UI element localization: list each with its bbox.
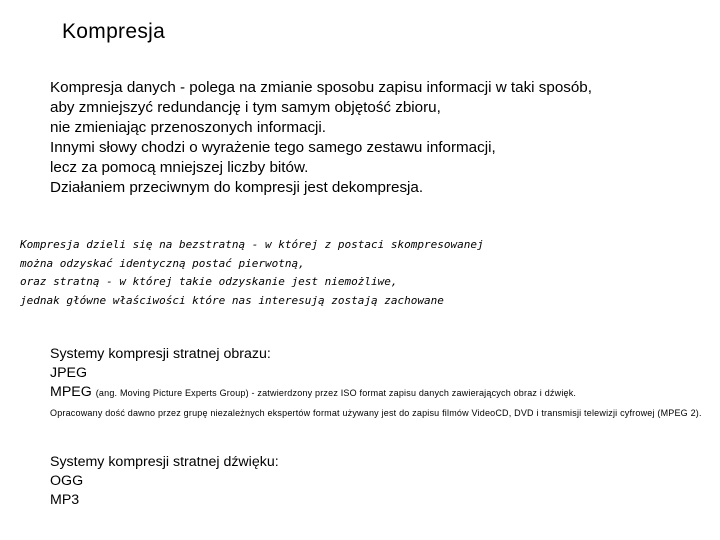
types-line: można odzyskać identyczną postać pierwotną, [20,256,305,270]
sound-systems-heading: Systemy kompresji stratnej dźwięku: [50,454,279,470]
sound-compression-section [50,453,710,510]
mpeg-name: MPEG [50,384,92,400]
compression-types-paragraph [20,236,710,310]
types-line: Kompresja dzieli się na bezstratną - w której z postaci skompresowanej [20,238,484,251]
mpeg-note: Opracowany dość dawno przez grupę niezależnych ekspertów format używany jest do zapisu filmów VideoCD, DVD i transmisji telewizji cyfrowej (MPEG 2). [50,408,702,418]
mpeg-description: (ang. Moving Picture Experts Group) - zatwierdzony przez ISO format zapisu danych zawierających obraz i dźwięk. [95,388,577,398]
intro-line: aby zmniejszyć redundancję i tym samym objętość zbioru, [50,99,441,116]
image-systems-heading: Systemy kompresji stratnej obrazu: [50,346,271,362]
intro-line: lecz za pomocą mniejszej liczby bitów. [50,159,309,176]
jpeg-item: JPEG [50,365,88,381]
types-line: oraz stratną - w której takie odzyskanie jest niemożliwe, [20,275,398,288]
intro-line: nie zmieniając przenoszonych informacji. [50,119,327,136]
intro-line: Kompresja danych - polega na zmianie sposobu zapisu informacji w taki sposób, [50,79,592,96]
intro-line: Innymi słowy chodzi o wyrażenie tego samego zestawu informacji, [50,139,496,156]
mpeg-item [50,383,710,403]
ogg-item: OGG [50,473,84,489]
intro-paragraph [50,78,710,198]
types-line: jednak główne właściwości które nas interesują zostają zachowane [20,293,444,307]
mp3-item: MP3 [50,492,80,508]
intro-line: Działaniem przeciwnym do kompresji jest dekompresja. [50,179,424,196]
image-compression-section [50,345,710,421]
slide-title: Kompresja [62,20,166,43]
